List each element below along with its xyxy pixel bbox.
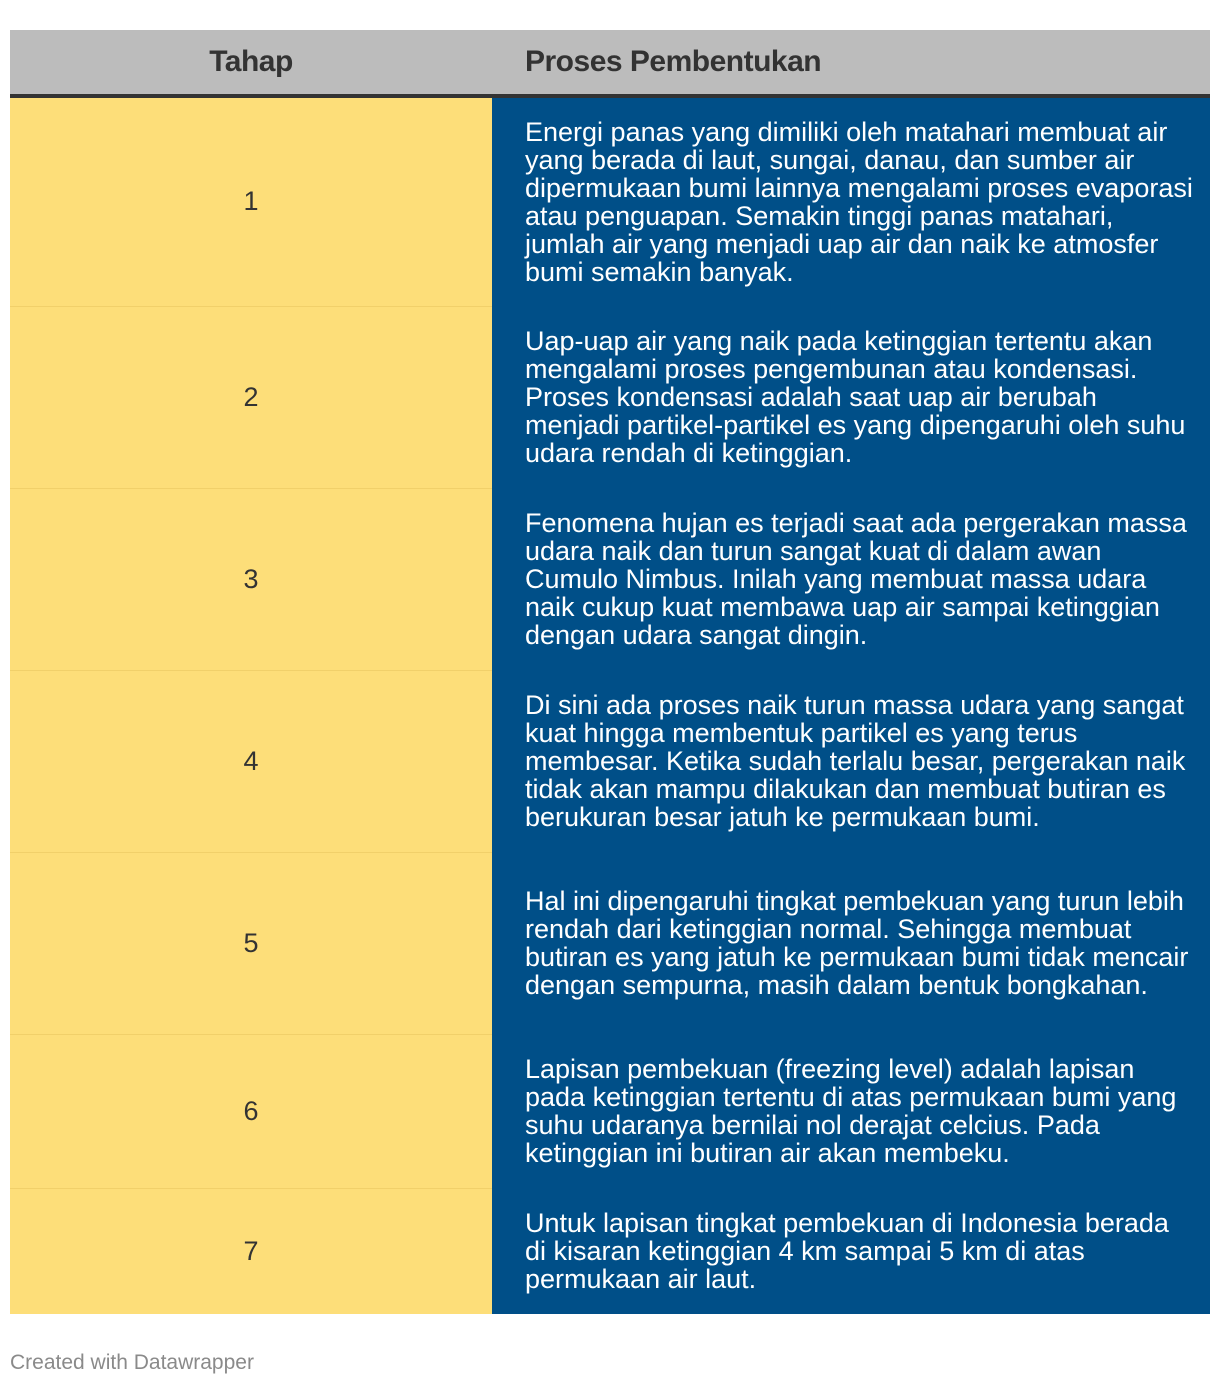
table-row bbox=[10, 670, 1210, 852]
step-number: 3 bbox=[10, 488, 492, 670]
process-description: Fenomena hujan es terjadi saat ada pergerakan massa udara naik dan turun sangat kuat di dalam awan Cumulo Nimbus. Inilah yang membuat massa udara naik cukup kuat membawa uap air sampai ketinggian dengan udara sangat dingin. bbox=[492, 488, 1210, 670]
process-description: Untuk lapisan tingkat pembekuan di Indonesia berada di kisaran ketinggian 4 km sampai 5 km di atas permukaan air laut. bbox=[492, 1188, 1210, 1314]
table-row bbox=[10, 306, 1210, 488]
process-description: Di sini ada proses naik turun massa udara yang sangat kuat hingga membentuk partikel es yang terus membesar. Ketika sudah terlalu besar, pergerakan naik tidak akan mampu dilakukan dan membuat butiran es berukuran besar jatuh ke permukaan bumi. bbox=[492, 670, 1210, 852]
step-number: 4 bbox=[10, 670, 492, 852]
step-number: 5 bbox=[10, 852, 492, 1034]
table-body bbox=[10, 96, 1210, 1314]
process-description: Lapisan pembekuan (freezing level) adalah lapisan pada ketinggian tertentu di atas permukaan bumi yang suhu udaranya bernilai nol derajat celcius. Pada ketinggian ini butiran air akan membeku. bbox=[492, 1034, 1210, 1188]
header-row bbox=[10, 30, 1210, 96]
process-table-container bbox=[10, 30, 1210, 1314]
process-description: Uap-uap air yang naik pada ketinggian tertentu akan mengalami proses pengembunan atau kondensasi. Proses kondensasi adalah saat uap air berubah menjadi partikel-partikel es yang dipengaruhi oleh suhu udara rendah di ketinggian. bbox=[492, 306, 1210, 488]
table-row bbox=[10, 488, 1210, 670]
step-number: 7 bbox=[10, 1188, 492, 1314]
step-number: 1 bbox=[10, 96, 492, 306]
footer-credit[interactable]: Created with Datawrapper bbox=[10, 1351, 254, 1374]
table-row bbox=[10, 1034, 1210, 1188]
table-header bbox=[10, 30, 1210, 96]
process-description: Hal ini dipengaruhi tingkat pembekuan yang turun lebih rendah dari ketinggian normal. Sehingga membuat butiran es yang jatuh ke permukaan bumi tidak mencair dengan sempurna, masih dalam bentuk bongkahan. bbox=[492, 852, 1210, 1034]
table-row bbox=[10, 1188, 1210, 1314]
step-number: 2 bbox=[10, 306, 492, 488]
column-header-step[interactable]: Tahap bbox=[10, 30, 492, 96]
process-table bbox=[10, 30, 1210, 1314]
column-header-process[interactable]: Proses Pembentukan bbox=[492, 30, 1210, 96]
step-number: 6 bbox=[10, 1034, 492, 1188]
table-row bbox=[10, 852, 1210, 1034]
process-description: Energi panas yang dimiliki oleh matahari membuat air yang berada di laut, sungai, danau, dan sumber air dipermukaan bumi lainnya mengalami proses evaporasi atau penguapan. Semakin tinggi panas matahari, jumlah air yang menjadi uap air dan naik ke atmosfer bumi semakin banyak. bbox=[492, 96, 1210, 306]
table-row bbox=[10, 96, 1210, 306]
